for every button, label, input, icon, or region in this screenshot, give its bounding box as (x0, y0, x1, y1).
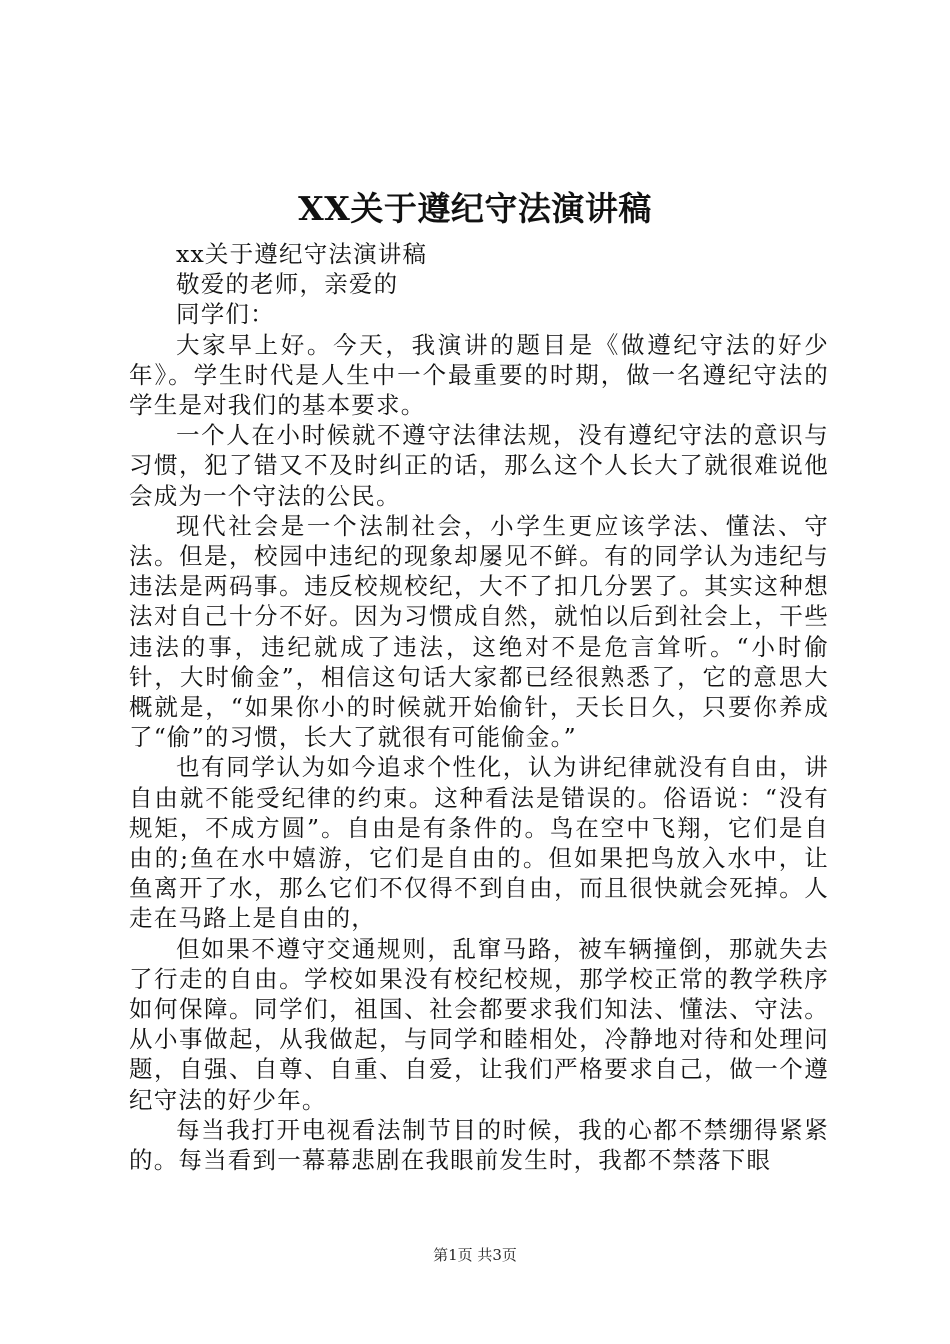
paragraph-opening: 大家早上好。今天，我演讲的题目是《做遵纪守法的好少年》。学生时代是人生中一个最重要的时期，做一名遵纪守法的学生是对我们的基本要求。 (129, 330, 829, 420)
paragraph-body: 每当我打开电视看法制节目的时候，我的心都不禁绷得紧紧的。每当看到一幕幕悲剧在我眼前发生时，我都不禁落下眼 (129, 1115, 829, 1175)
paragraph-body: 但如果不遵守交通规则，乱窜马路，被车辆撞倒，那就失去了行走的自由。学校如果没有校纪校规，那学校正常的教学秩序如何保障。同学们，祖国、社会都要求我们知法、懂法、守法。从小事做起，从我做起，与同学和睦相处，冷静地对待和处理问题，自强、自尊、自重、自爱，让我们严格要求自己，做一个遵纪守法的好少年。 (129, 934, 829, 1114)
document-body (129, 239, 829, 1175)
paragraph-body: 现代社会是一个法制社会，小学生更应该学法、懂法、守法。但是，校园中违纪的现象却屡见不鲜。有的同学认为违纪与违法是两码事。违反校规校纪，大不了扣几分罢了。其实这种想法对自己十分不好。因为习惯成自然，就怕以后到社会上，干些违法的事，违纪就成了违法，这绝对不是危言耸听。“小时偷针，大时偷金”，相信这句话大家都已经很熟悉了，它的意思大概就是，“如果你小的时候就开始偷针，天长日久，只要你养成了“偷”的习惯，长大了就很有可能偷金。” (129, 511, 829, 752)
paragraph-body: 一个人在小时候就不遵守法律法规，没有遵纪守法的意识与习惯，犯了错又不及时纠正的话，那么这个人长大了就很难说他会成为一个守法的公民。 (129, 421, 829, 510)
paragraph-body: 也有同学认为如今追求个性化，认为讲纪律就没有自由，讲自由就不能受纪律的约束。这种看法是错误的。俗语说：“没有规矩，不成方圆”。自由是有条件的。鸟在空中飞翔，它们是自由的;鱼在水中嬉游，它们是自由的。但如果把鸟放入水中，让鱼离开了水，那么它们不仅得不到自由，而且很快就会死掉。人走在马路上是自由的， (129, 753, 829, 933)
document-title: XX关于遵纪守法演讲稿 (298, 189, 652, 228)
paragraph-heading-line: xx关于遵纪守法演讲稿 (176, 240, 428, 268)
paragraph-salutation: 敬爱的老师，亲爱的 (176, 270, 399, 299)
paragraph-salutation-cont: 同学们： (176, 300, 275, 329)
page-footer: 第1页 共3页 (433, 1246, 517, 1264)
